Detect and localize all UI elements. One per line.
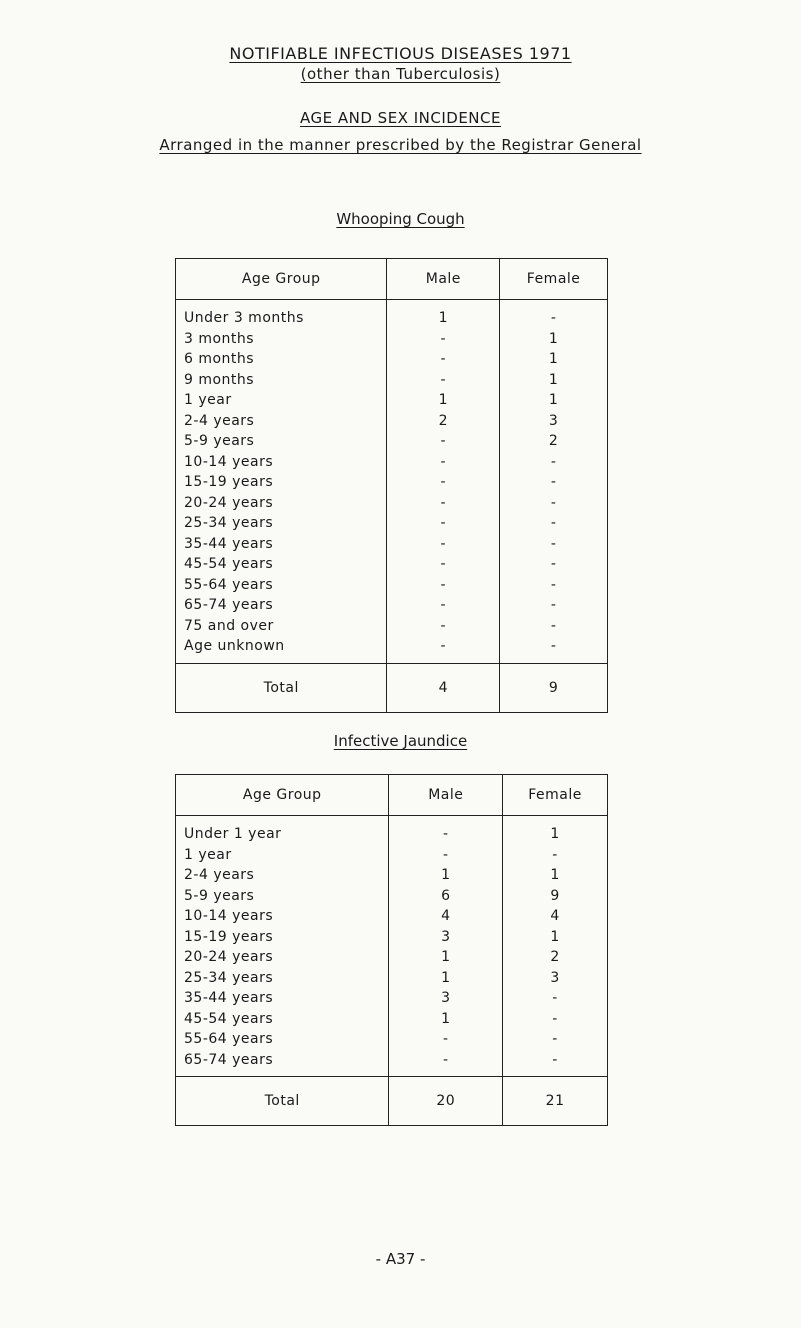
male-total-cell: 20 xyxy=(389,1077,503,1126)
table-row xyxy=(176,947,608,968)
male-count-cell: 4 xyxy=(389,906,503,927)
table-row xyxy=(176,534,608,555)
age-group-cell: Under 1 year xyxy=(176,816,389,845)
male-count-cell: - xyxy=(387,554,500,575)
male-count-cell: 1 xyxy=(387,390,500,411)
male-count-cell: - xyxy=(387,513,500,534)
female-count-cell: - xyxy=(500,472,608,493)
age-group-cell: 55-64 years xyxy=(176,1029,389,1050)
section-heading: AGE AND SEX INCIDENCE xyxy=(300,109,501,127)
column-header-female: Female xyxy=(500,259,608,300)
male-count-cell: - xyxy=(389,1050,503,1077)
female-count-cell: 3 xyxy=(503,968,608,989)
age-group-cell: 2-4 years xyxy=(176,865,389,886)
column-header-male: Male xyxy=(389,775,503,816)
table-header-row xyxy=(176,259,608,300)
table-row xyxy=(176,431,608,452)
age-group-cell: 35-44 years xyxy=(176,988,389,1009)
whooping-cough-title: Whooping Cough xyxy=(336,210,465,228)
female-total-cell: 21 xyxy=(503,1077,608,1126)
table-row xyxy=(176,886,608,907)
female-count-cell: 4 xyxy=(503,906,608,927)
male-count-cell: 3 xyxy=(389,988,503,1009)
table-row xyxy=(176,845,608,866)
female-count-cell: 1 xyxy=(503,927,608,948)
table-row xyxy=(176,1050,608,1077)
age-group-cell: 1 year xyxy=(176,845,389,866)
female-count-cell: - xyxy=(500,616,608,637)
document-title: NOTIFIABLE INFECTIOUS DISEASES 1971 xyxy=(229,44,572,63)
age-group-cell: 6 months xyxy=(176,349,387,370)
male-count-cell: - xyxy=(387,493,500,514)
column-header-male: Male xyxy=(387,259,500,300)
age-group-cell: 20-24 years xyxy=(176,493,387,514)
male-count-cell: 2 xyxy=(387,411,500,432)
age-group-cell: Under 3 months xyxy=(176,300,387,329)
female-count-cell: 1 xyxy=(503,816,608,845)
female-count-cell: - xyxy=(500,493,608,514)
table-row xyxy=(176,865,608,886)
male-count-cell: - xyxy=(387,329,500,350)
age-group-cell: 75 and over xyxy=(176,616,387,637)
column-header-age-group: Age Group xyxy=(176,775,389,816)
female-count-cell: - xyxy=(500,554,608,575)
age-group-cell: 65-74 years xyxy=(176,1050,389,1077)
table-row xyxy=(176,1029,608,1050)
male-count-cell: 3 xyxy=(389,927,503,948)
whooping-cough-table xyxy=(175,258,608,713)
female-count-cell: 2 xyxy=(503,947,608,968)
table-row xyxy=(176,554,608,575)
age-group-cell: 2-4 years xyxy=(176,411,387,432)
female-count-cell: - xyxy=(500,575,608,596)
column-header-age-group: Age Group xyxy=(176,259,387,300)
female-count-cell: 9 xyxy=(503,886,608,907)
table-row xyxy=(176,493,608,514)
female-count-cell: 1 xyxy=(500,329,608,350)
table-row xyxy=(176,988,608,1009)
male-count-cell: - xyxy=(389,816,503,845)
arrangement-note: Arranged in the manner prescribed by the Registrar General xyxy=(159,136,642,154)
table-row xyxy=(176,575,608,596)
age-group-cell: Age unknown xyxy=(176,636,387,663)
male-count-cell: - xyxy=(387,616,500,637)
female-count-cell: - xyxy=(500,513,608,534)
female-count-cell: - xyxy=(503,1050,608,1077)
page-number: - A37 - xyxy=(375,1250,426,1268)
age-group-cell: 5-9 years xyxy=(176,886,389,907)
table-header-row xyxy=(176,775,608,816)
table-row xyxy=(176,595,608,616)
infective-jaundice-table xyxy=(175,774,608,1126)
female-count-cell: 1 xyxy=(500,370,608,391)
table-row xyxy=(176,390,608,411)
female-count-cell: - xyxy=(500,534,608,555)
female-count-cell: 1 xyxy=(500,390,608,411)
document-subtitle: (other than Tuberculosis) xyxy=(300,65,501,83)
age-group-cell: 3 months xyxy=(176,329,387,350)
male-count-cell: - xyxy=(387,370,500,391)
female-count-cell: 1 xyxy=(500,349,608,370)
male-count-cell: - xyxy=(387,575,500,596)
male-count-cell: 1 xyxy=(389,968,503,989)
male-total-cell: 4 xyxy=(387,663,500,712)
male-count-cell: - xyxy=(387,452,500,473)
female-count-cell: - xyxy=(503,1029,608,1050)
age-group-cell: 20-24 years xyxy=(176,947,389,968)
table-row xyxy=(176,968,608,989)
table-row xyxy=(176,906,608,927)
age-group-cell: 9 months xyxy=(176,370,387,391)
infective-jaundice-title: Infective Jaundice xyxy=(333,732,468,750)
female-count-cell: 3 xyxy=(500,411,608,432)
table-row xyxy=(176,411,608,432)
age-group-cell: 5-9 years xyxy=(176,431,387,452)
table-row xyxy=(176,816,608,845)
table-row xyxy=(176,452,608,473)
female-count-cell: - xyxy=(503,845,608,866)
male-count-cell: - xyxy=(387,431,500,452)
total-label: Total xyxy=(176,663,387,712)
age-group-cell: 45-54 years xyxy=(176,1009,389,1030)
male-count-cell: 1 xyxy=(389,1009,503,1030)
female-count-cell: 2 xyxy=(500,431,608,452)
age-group-cell: 1 year xyxy=(176,390,387,411)
age-group-cell: 25-34 years xyxy=(176,513,387,534)
table-row xyxy=(176,513,608,534)
female-count-cell: 1 xyxy=(503,865,608,886)
male-count-cell: - xyxy=(389,1029,503,1050)
table-row xyxy=(176,349,608,370)
male-count-cell: - xyxy=(387,534,500,555)
male-count-cell: - xyxy=(387,595,500,616)
male-count-cell: - xyxy=(387,349,500,370)
male-count-cell: 1 xyxy=(389,947,503,968)
table-row xyxy=(176,329,608,350)
male-count-cell: - xyxy=(387,636,500,663)
female-count-cell: - xyxy=(503,1009,608,1030)
total-row xyxy=(176,663,608,712)
male-count-cell: - xyxy=(389,845,503,866)
table-row xyxy=(176,927,608,948)
age-group-cell: 15-19 years xyxy=(176,472,387,493)
table-row xyxy=(176,1009,608,1030)
table-row xyxy=(176,636,608,663)
table-row xyxy=(176,370,608,391)
table-row xyxy=(176,472,608,493)
age-group-cell: 55-64 years xyxy=(176,575,387,596)
age-group-cell: 35-44 years xyxy=(176,534,387,555)
male-count-cell: - xyxy=(387,472,500,493)
age-group-cell: 15-19 years xyxy=(176,927,389,948)
age-group-cell: 25-34 years xyxy=(176,968,389,989)
column-header-female: Female xyxy=(503,775,608,816)
age-group-cell: 65-74 years xyxy=(176,595,387,616)
table-row xyxy=(176,300,608,329)
male-count-cell: 1 xyxy=(387,300,500,329)
age-group-cell: 10-14 years xyxy=(176,906,389,927)
female-count-cell: - xyxy=(500,452,608,473)
total-label: Total xyxy=(176,1077,389,1126)
female-count-cell: - xyxy=(500,636,608,663)
female-total-cell: 9 xyxy=(500,663,608,712)
age-group-cell: 10-14 years xyxy=(176,452,387,473)
male-count-cell: 6 xyxy=(389,886,503,907)
total-row xyxy=(176,1077,608,1126)
female-count-cell: - xyxy=(500,595,608,616)
table-row xyxy=(176,616,608,637)
male-count-cell: 1 xyxy=(389,865,503,886)
female-count-cell: - xyxy=(500,300,608,329)
age-group-cell: 45-54 years xyxy=(176,554,387,575)
female-count-cell: - xyxy=(503,988,608,1009)
